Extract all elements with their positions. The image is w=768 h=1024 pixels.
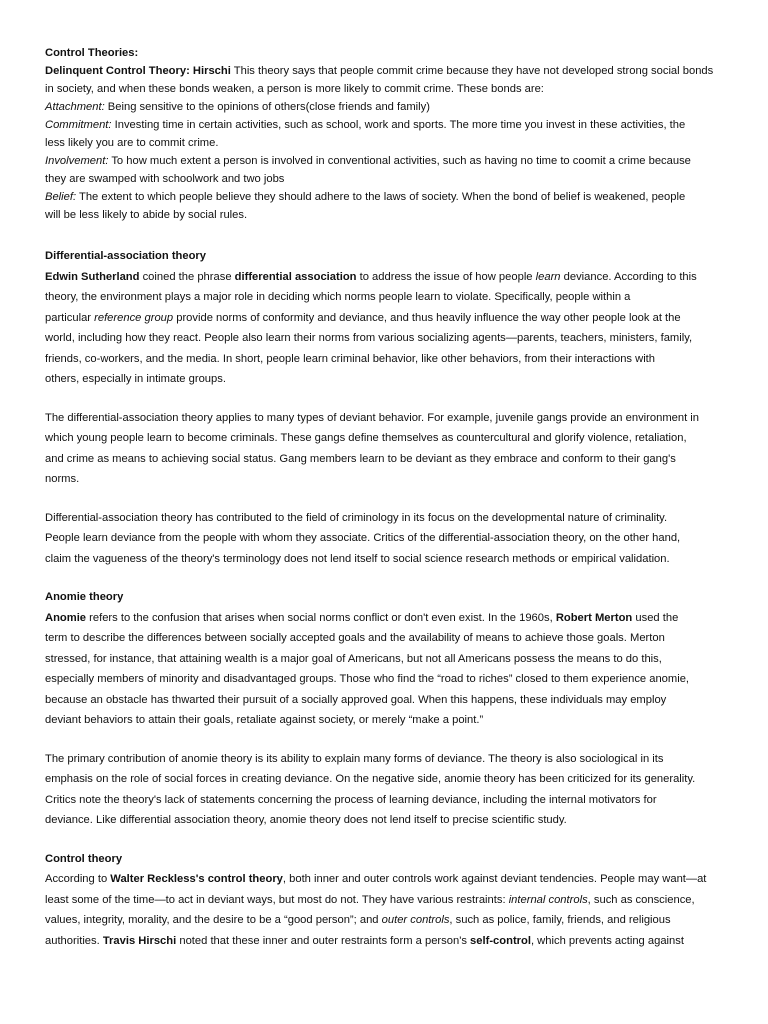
paragraph-line: which young people learn to become criminals. These gangs define themselves as countercultural and glorify violence, retaliation, <box>45 432 687 444</box>
paragraph-line: According to Walter Reckless's control theory, both inner and outer controls work against deviant tendencies. People may want—at <box>45 873 707 885</box>
paragraph-line: Delinquent Control Theory: Hirschi This theory says that people commit crime because they have not developed strong social bonds <box>45 65 714 77</box>
paragraph-line: stressed, for instance, that attaining wealth is a major goal of Americans, but not all Americans possess the means to do this, <box>45 652 662 665</box>
paragraph-line: theory, the environment plays a major role in deciding which norms people learn to violate. Specifically, people within a <box>45 291 631 303</box>
control-theories-section <box>45 44 725 224</box>
paragraph-line: others, especially in intimate groups. <box>45 373 226 385</box>
italic-term: Belief: <box>45 191 77 203</box>
italic-term: Commitment: <box>45 119 112 131</box>
section-heading: Control Theories: <box>45 47 139 59</box>
paragraph-line: Commitment: Investing time in certain activities, such as school, work and sports. The more time you invest in these activities, the <box>45 119 686 131</box>
paragraph-line: Attachment: Being sensitive to the opinions of others(close friends and family) <box>45 101 430 113</box>
section-heading: Anomie theory <box>45 591 124 603</box>
section-heading: Differential-association theory <box>45 250 207 262</box>
paragraph-line: norms. <box>45 473 80 485</box>
paragraph-line: deviant behaviors to attain their goals, retaliate against society, or merely “make a point.” <box>45 714 484 726</box>
paragraph-line: People learn deviance from the people with whom they associate. Critics of the differential-association theory, on the other hand, <box>45 532 681 544</box>
paragraph-line: deviance. Like differential association theory, anomie theory does not lend itself to precise scientific study. <box>45 814 567 826</box>
paragraph-line: Belief: The extent to which people believe they should adhere to the laws of society. When the bond of belief is weakened, people <box>45 191 686 203</box>
paragraph-line: emphasis on the role of social forces in creating deviance. On the negative side, anomie theory has been criticized for its generality. <box>45 773 696 785</box>
italic-term: Involvement: <box>45 155 109 167</box>
paragraph-line: least some of the time—to act in deviant ways, but most do not. They have various restraints: internal controls, such as conscience, <box>45 893 695 906</box>
paragraph-line: and crime as means to achieving social status. Gang members learn to be deviant as they embrace and conform to their gang's <box>45 452 676 465</box>
paragraph-line: especially members of minority and disadvantaged groups. Those who find the “road to riches” closed to them experience anomie, <box>45 673 690 685</box>
paragraph-line: Anomie refers to the confusion that arises when social norms conflict or don't even exist. In the 1960s, Robert Merton used the <box>45 611 679 624</box>
paragraph-line: particular reference group provide norms of conformity and deviance, and thus heavily influence the way other people look at the <box>45 311 681 324</box>
italic-term: Attachment: <box>45 101 105 113</box>
paragraph-line: they are swamped with schoolwork and two jobs <box>45 173 285 185</box>
paragraph-line: world, including how they react. People also learn their norms from various socializing agents—parents, teachers, ministers, family, <box>45 332 693 344</box>
paragraph-line: Edwin Sutherland coined the phrase differential association to address the issue of how people learn deviance. According to this <box>45 270 697 283</box>
paragraph-line: friends, co-workers, and the media. In short, people learn criminal behavior, like other behaviors, from their interactions with <box>45 352 656 365</box>
paragraph-line: The primary contribution of anomie theory is its ability to explain many forms of deviance. The theory is also sociological in its <box>45 752 664 765</box>
bold-term: Delinquent Control Theory: Hirschi <box>45 65 231 77</box>
paragraph-line: less likely you are to commit crime. <box>45 137 219 149</box>
paragraph-line: term to describe the differences between socially accepted goals and the availability of means to achieve those goals. Merton <box>45 632 665 644</box>
paragraph-line: in society, and when these bonds weaken, a person is more likely to commit crime. These bonds are: <box>45 83 544 95</box>
paragraph-line: authorities. Travis Hirschi noted that these inner and outer restraints form a person's self-control, which prevents acting against <box>45 934 684 947</box>
paragraph-line: Involvement: To how much extent a person is involved in conventional activities, such as having no time to coomit a crime because <box>45 155 691 167</box>
paragraph-line: will be less likely to abide by social rules. <box>45 209 248 221</box>
paragraph-line: values, integrity, morality, and the desire to be a “good person”; and outer controls, such as police, family, friends, and religious <box>45 914 671 926</box>
document-page <box>45 44 725 951</box>
paragraph-line: because an obstacle has thwarted their pursuit of a socially approved goal. When this happens, these individuals may employ <box>45 693 667 706</box>
paragraph-line: Critics note the theory's lack of statements concerning the process of learning deviance, including the internal motivators for <box>45 793 657 806</box>
paragraph-line: The differential-association theory applies to many types of deviant behavior. For example, juvenile gangs provide an environment in <box>45 411 700 424</box>
paragraph-line: Differential-association theory has contributed to the field of criminology in its focus on the developmental nature of criminality. <box>45 511 668 524</box>
paragraph-line: claim the vagueness of the theory's terminology does not lend itself to social science research methods or empirical validation. <box>45 552 670 565</box>
section-heading: Control theory <box>45 852 123 865</box>
differential-association-section <box>45 246 725 951</box>
